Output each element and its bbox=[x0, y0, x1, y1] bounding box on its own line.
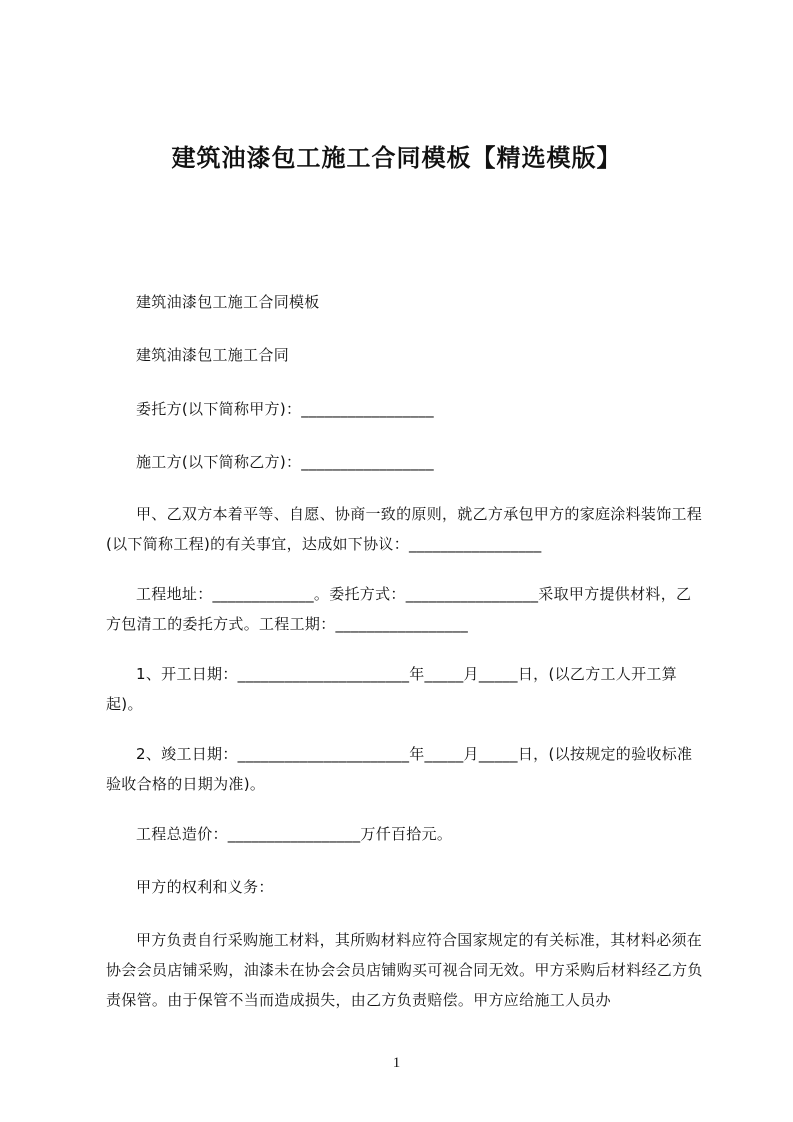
paragraph-party-a-rights-heading: 甲方的权利和义务： bbox=[136, 878, 274, 896]
page-number: 1 bbox=[392, 1055, 401, 1071]
paragraph-completion-date: 2、竣工日期：______________________年_____月_____日，(以按规定的验收标准验收合格的日期为准)。 bbox=[106, 745, 693, 793]
paragraph-template-name: 建筑油漆包工施工合同模板 bbox=[136, 293, 320, 311]
paragraph-party-a-obligations: 甲方负责自行采购施工材料，其所购材料应符合国家规定的有关标准，其材料必须在协会会员店铺采购，油漆未在协会会员店铺购买可视合同无效。甲方采购后材料经乙方负责保管。由于保管不当而造成损失，由乙方负责赔偿。甲方应给施工人员办 bbox=[106, 931, 703, 1009]
paragraph-total-price: 工程总造价：_________________万仟百拾元。 bbox=[136, 825, 453, 843]
paragraph-party-a: 委托方(以下简称甲方)：_________________ bbox=[136, 400, 434, 418]
paragraph-preamble: 甲、乙双方本着平等、自愿、协商一致的原则，就乙方承包甲方的家庭涂料装饰工程(以下简称工程)的有关事宜，达成如下协议：_________________ bbox=[106, 505, 703, 553]
paragraph-start-date: 1、开工日期：______________________年_____月_____日，(以乙方工人开工算起)。 bbox=[106, 665, 677, 713]
paragraph-contract-name: 建筑油漆包工施工合同 bbox=[136, 346, 290, 364]
document-title: 建筑油漆包工施工合同模板【精选模版】 bbox=[171, 144, 622, 172]
paragraph-party-b: 施工方(以下简称乙方)：_________________ bbox=[136, 453, 434, 471]
paragraph-project-address: 工程地址：_____________。委托方式：_________________采取甲方提供材料，乙方包清工的委托方式。工程工期：_________________ bbox=[106, 585, 692, 633]
